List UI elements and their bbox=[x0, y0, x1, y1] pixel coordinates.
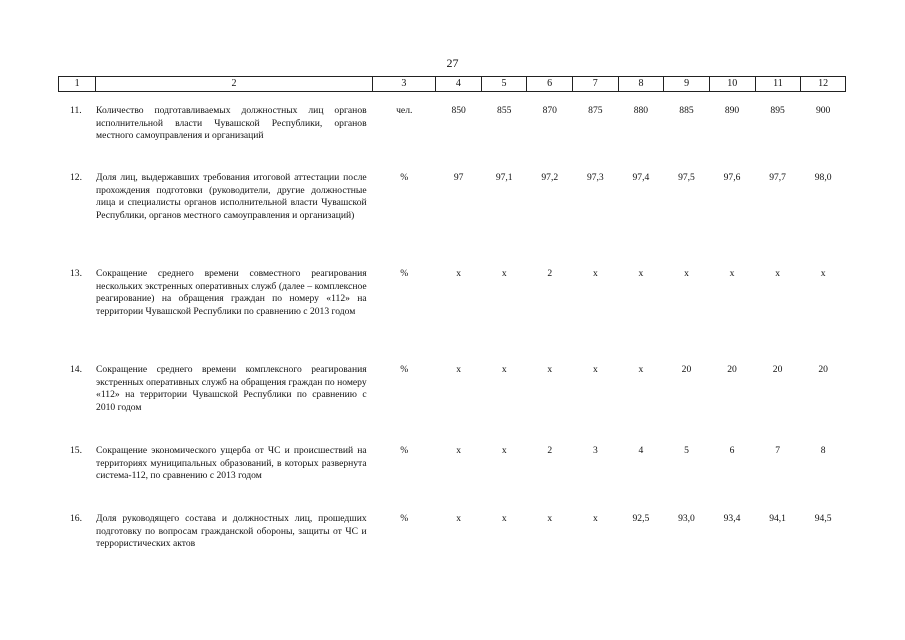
header-col-2: 2 bbox=[95, 77, 371, 91]
header-col-6: 6 bbox=[526, 77, 572, 91]
row-value: 93,4 bbox=[723, 513, 741, 524]
row-value: 2 bbox=[547, 445, 553, 456]
row-unit: % bbox=[400, 513, 409, 524]
row-value: 93,0 bbox=[678, 513, 695, 524]
row-value: х bbox=[547, 513, 553, 524]
header-col-1: 1 bbox=[58, 77, 95, 91]
row-number: 15. bbox=[70, 445, 82, 456]
row-value: х bbox=[501, 445, 507, 456]
header-col-8: 8 bbox=[618, 77, 664, 91]
row-value: х bbox=[684, 268, 689, 279]
row-value: х bbox=[592, 268, 598, 279]
header-col-4: 4 bbox=[435, 77, 481, 91]
row-value: 7 bbox=[775, 445, 780, 456]
row-number: 16. bbox=[70, 513, 82, 524]
row-value: 885 bbox=[679, 105, 694, 116]
row-value: 870 bbox=[542, 105, 557, 116]
row-number: 13. bbox=[70, 268, 82, 279]
row-value: х bbox=[775, 268, 780, 279]
row-value: 2 bbox=[547, 268, 553, 279]
table-row bbox=[58, 445, 846, 513]
row-value: 94,1 bbox=[769, 513, 786, 524]
row-indicator: Сокращение экономического ущерба от ЧС и происшествий на территориях муниципальных образований, в которых развернута система-112, по сравнению с 2013 годом bbox=[96, 445, 367, 482]
header-col-11: 11 bbox=[755, 77, 801, 91]
row-value: 20 bbox=[727, 364, 737, 375]
row-value: 4 bbox=[638, 445, 644, 456]
row-value: х bbox=[456, 364, 462, 375]
row-indicator: Доля руководящего состава и должностных лиц, прошедших подготовку по вопросам гражданской обороны, защиты от ЧС и террористических актов bbox=[96, 513, 367, 550]
row-value: 97,1 bbox=[495, 172, 513, 183]
row-value: 6 bbox=[729, 445, 735, 456]
row-value: х bbox=[729, 268, 735, 279]
row-value: 895 bbox=[770, 105, 785, 116]
row-value: 900 bbox=[815, 105, 831, 116]
row-value: 20 bbox=[772, 364, 783, 375]
table-row bbox=[58, 364, 846, 445]
row-value: 20 bbox=[818, 364, 828, 375]
row-value: х bbox=[501, 268, 507, 279]
header-col-3: 3 bbox=[372, 77, 435, 91]
row-value: х bbox=[592, 513, 598, 524]
row-value: х bbox=[456, 513, 462, 524]
row-value: х bbox=[501, 364, 507, 375]
row-value: 97,4 bbox=[632, 172, 650, 183]
table-row bbox=[58, 268, 846, 364]
row-value: 3 bbox=[592, 445, 598, 456]
row-value: х bbox=[820, 268, 826, 279]
row-value: 97,3 bbox=[586, 172, 604, 183]
row-value: 855 bbox=[497, 105, 512, 116]
row-value: х bbox=[638, 268, 644, 279]
row-value: х bbox=[638, 364, 644, 375]
row-value: 20 bbox=[681, 364, 692, 375]
row-value: 875 bbox=[588, 105, 603, 116]
row-value: 98,0 bbox=[814, 172, 832, 183]
row-number: 12. bbox=[70, 172, 82, 183]
table-row bbox=[58, 172, 846, 268]
row-value: 880 bbox=[633, 105, 649, 116]
row-value: х bbox=[456, 445, 462, 456]
table-row bbox=[58, 105, 846, 172]
row-unit: % bbox=[400, 445, 409, 456]
row-unit: % bbox=[400, 268, 409, 279]
header-col-9: 9 bbox=[663, 77, 709, 91]
row-value: х bbox=[592, 364, 598, 375]
row-value: 97,6 bbox=[723, 172, 741, 183]
header-col-5: 5 bbox=[481, 77, 527, 91]
row-number: 14. bbox=[70, 364, 82, 375]
row-value: 97,2 bbox=[541, 172, 559, 183]
row-value: х bbox=[501, 513, 507, 524]
row-unit: % bbox=[400, 364, 409, 375]
table-header bbox=[58, 76, 846, 92]
row-number: 11. bbox=[70, 105, 82, 116]
row-value: 5 bbox=[684, 445, 689, 456]
row-value: х bbox=[547, 364, 553, 375]
page-number: 27 bbox=[446, 56, 459, 70]
header-col-12: 12 bbox=[800, 77, 846, 91]
row-value: 8 bbox=[820, 445, 826, 456]
row-value: 890 bbox=[724, 105, 740, 116]
row-value: 850 bbox=[451, 105, 466, 116]
table-row bbox=[58, 513, 846, 573]
table-body bbox=[58, 105, 846, 573]
row-value: 94,5 bbox=[814, 513, 832, 524]
row-indicator: Доля лиц, выдержавших требования итоговой аттестации после прохождения подготовки (руководители, другие должностные лица и специалисты органов исполнительной власти Чувашской Республики, органов местного самоуправления и организаций) bbox=[96, 172, 367, 221]
row-value: 97,5 bbox=[678, 172, 695, 183]
row-value: х bbox=[456, 268, 462, 279]
header-col-10: 10 bbox=[709, 77, 755, 91]
row-indicator: Сокращение среднего времени совместного реагирования нескольких экстренных оперативных служб (далее – комплексное реагирование) на обращения граждан по номеру «112» на территории Чувашской Республики по сравнению с 2013 годом bbox=[96, 268, 367, 317]
row-value: 97,7 bbox=[769, 172, 786, 183]
row-value: 97 bbox=[453, 172, 464, 183]
row-unit: % bbox=[400, 172, 409, 183]
row-indicator: Сокращение среднего времени комплексного реагирования экстренных оперативных служб на обращения граждан по номеру «112» на территории Чувашской Республики по сравнению с 2010 годом bbox=[96, 364, 367, 413]
header-col-7: 7 bbox=[572, 77, 618, 91]
row-value: 92,5 bbox=[632, 513, 650, 524]
row-indicator: Количество подготавливаемых должностных лиц органов исполнительной власти Чувашской Республики, органов местного самоуправления и организаций bbox=[96, 105, 367, 142]
row-unit: чел. bbox=[396, 105, 413, 116]
